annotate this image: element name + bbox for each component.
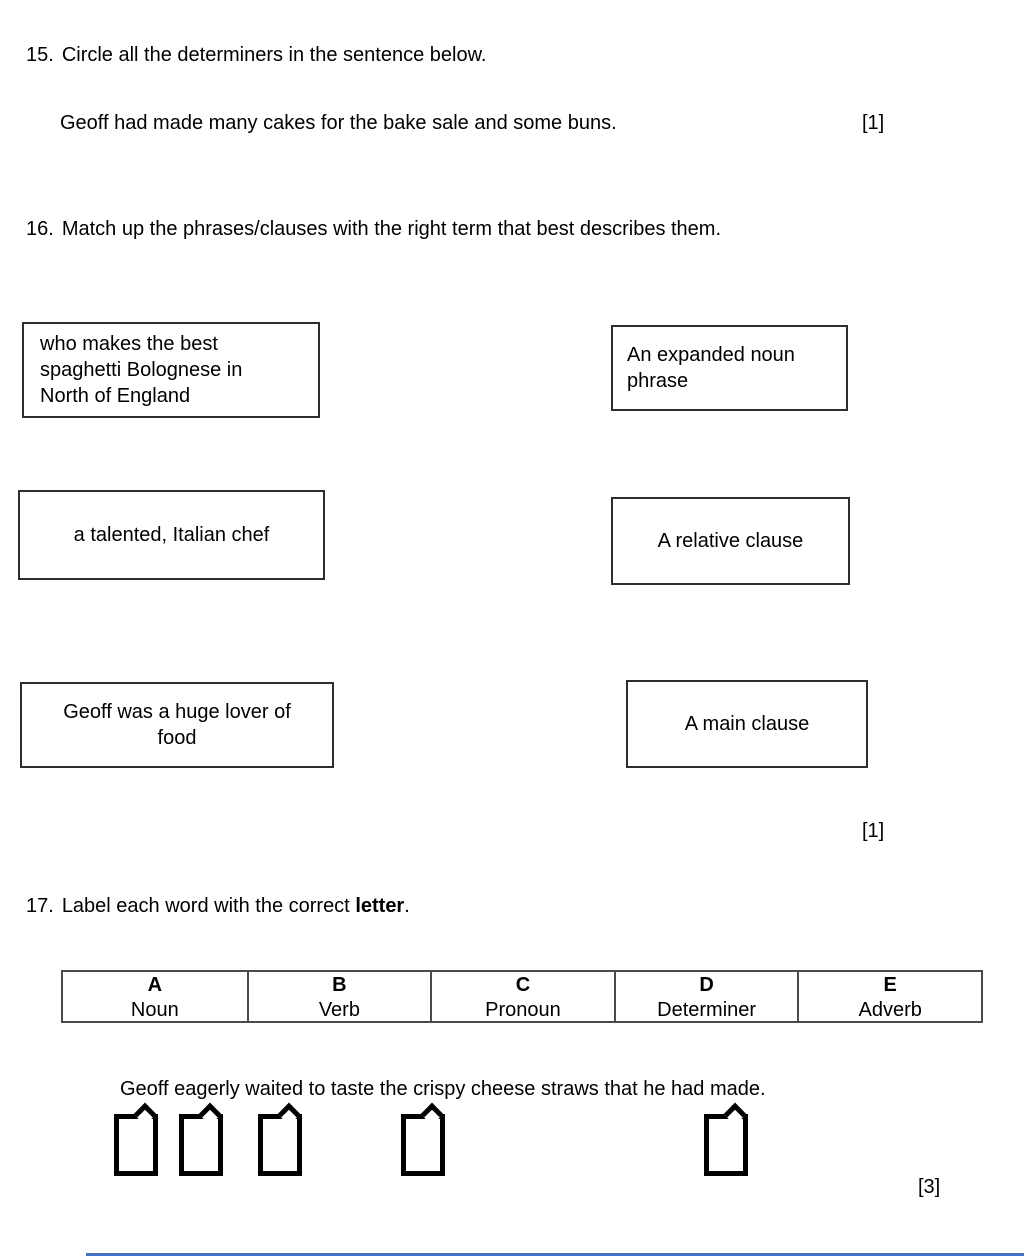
answer-box-3[interactable] — [258, 1114, 302, 1176]
letter-key-b-word: Verb — [318, 999, 360, 1021]
question-16-prompt: Match up the phrases/clauses with the right term that best describes them. — [61, 218, 722, 240]
match-left-box-1[interactable] — [22, 322, 320, 418]
match-left-box-3-line-1: Geoff was a huge lover of — [63, 701, 291, 723]
match-left-box-3[interactable] — [20, 682, 334, 768]
letter-key-c-letter: C — [515, 974, 531, 996]
question-16-header — [26, 218, 721, 241]
match-left-box-1-line-2: spaghetti Bolognese in — [40, 359, 243, 381]
letter-key-cell-e — [797, 972, 981, 1023]
letter-key-cell-b — [247, 972, 431, 1023]
question-17-prompt-suffix: . — [404, 895, 410, 917]
footer-rule — [86, 1253, 1024, 1256]
letter-key-a-letter: A — [147, 974, 163, 996]
match-right-box-1-line-1: An expanded noun — [627, 344, 795, 366]
letter-key-c-word: Pronoun — [485, 999, 561, 1021]
match-right-box-3-line-1: A main clause — [684, 713, 810, 735]
question-16-marks: [1] — [862, 820, 885, 842]
letter-key-table — [61, 970, 983, 1023]
match-left-box-1-line-3: North of England — [40, 385, 191, 407]
question-15-number: 15. — [26, 44, 54, 66]
letter-key-d-letter: D — [699, 974, 714, 996]
question-15-marks: [1] — [862, 112, 885, 134]
question-17-prompt-prefix: Label each word with the correct — [61, 895, 356, 917]
letter-key-cell-a — [63, 972, 247, 1023]
question-17-prompt-bold: letter — [355, 895, 405, 917]
letter-key-b-letter: B — [332, 974, 347, 996]
match-left-box-2-line-1: a talented, Italian chef — [73, 524, 270, 546]
match-right-box-2[interactable] — [611, 497, 850, 585]
answer-box-1[interactable] — [114, 1114, 158, 1176]
question-16-number: 16. — [26, 218, 54, 240]
question-15-sentence: Geoff had made many cakes for the bake sale and some buns. — [60, 112, 617, 134]
match-left-box-2[interactable] — [18, 490, 325, 580]
question-15-prompt: Circle all the determiners in the sentence below. — [61, 44, 487, 66]
match-left-box-3-line-2: food — [157, 727, 197, 749]
letter-key-cell-c — [430, 972, 614, 1023]
match-right-box-2-line-1: A relative clause — [657, 530, 804, 552]
letter-key-a-word: Noun — [130, 999, 179, 1021]
match-right-box-1-line-2: phrase — [627, 370, 689, 392]
letter-key-cell-d — [614, 972, 798, 1023]
match-left-box-1-line-1: who makes the best — [40, 333, 218, 355]
match-right-box-3[interactable] — [626, 680, 868, 768]
letter-key-e-letter: E — [883, 974, 897, 996]
answer-box-5[interactable] — [704, 1114, 748, 1176]
question-17-sentence: Geoff eagerly waited to taste the crispy cheese straws that he had made. — [120, 1078, 766, 1100]
answer-box-4[interactable] — [401, 1114, 445, 1176]
match-right-box-1[interactable] — [611, 325, 848, 411]
question-15-header — [26, 44, 486, 67]
question-17-marks: [3] — [918, 1176, 941, 1198]
answer-box-2[interactable] — [179, 1114, 223, 1176]
letter-key-d-word: Determiner — [657, 999, 757, 1021]
question-17-number: 17. — [26, 895, 54, 917]
letter-key-e-word: Adverb — [858, 999, 922, 1021]
question-17-header — [26, 895, 410, 918]
